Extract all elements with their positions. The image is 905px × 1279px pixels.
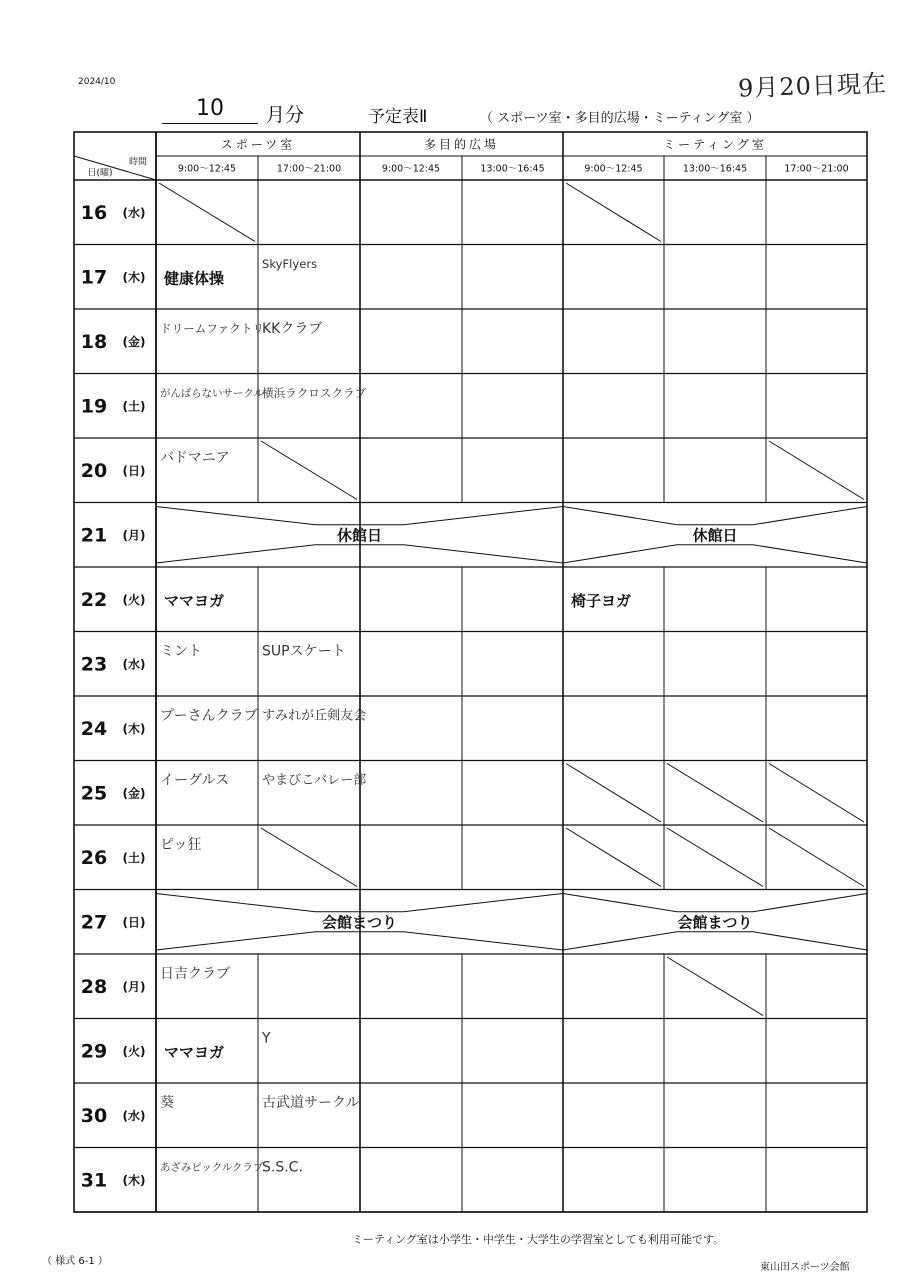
weekday-label: (土) <box>122 399 146 414</box>
unavailable-slash <box>261 441 357 500</box>
time-slot-label: 9:00〜12:45 <box>381 163 441 175</box>
weekday-label: (水) <box>122 1108 146 1123</box>
booking-entry-handwritten: やまびこバレー部 <box>262 773 367 788</box>
day-number: 20 <box>80 459 108 482</box>
booking-entry-handwritten: がんばらないサークル <box>160 387 264 400</box>
weekday-label: (水) <box>122 205 146 220</box>
booking-entry-handwritten: ミント <box>160 643 202 660</box>
booking-entry-handwritten: 横浜ラクロスクラブ <box>262 386 367 400</box>
day-number: 19 <box>80 395 108 418</box>
print-date: 2024/10 <box>78 77 116 87</box>
unavailable-slash <box>769 764 864 823</box>
time-slot-label: 13:00〜16:45 <box>480 163 545 175</box>
weekday-label: (日) <box>122 463 146 478</box>
weekday-label: (火) <box>122 1044 146 1059</box>
corner-day-label: 日(曜) <box>87 168 113 179</box>
booking-entry-handwritten: ドリームファクトリ <box>160 321 264 336</box>
room-header: 多目的広場 <box>423 137 500 152</box>
weekday-label: (日) <box>122 915 146 930</box>
unavailable-slash <box>769 828 864 887</box>
schedule-subtitle: （ スポーツ室・多目的広場・ミーティング室 ） <box>480 111 760 126</box>
day-number: 28 <box>80 975 108 998</box>
booking-entry: ママヨガ <box>164 591 225 610</box>
weekday-label: (金) <box>122 334 146 349</box>
weekday-label: (木) <box>122 721 146 736</box>
weekday-label: (木) <box>122 1173 146 1188</box>
room-header: ミーティング室 <box>663 137 767 152</box>
booking-entry: 健康体操 <box>164 269 225 288</box>
closed-label: 休館日 <box>692 526 738 545</box>
unavailable-slash <box>159 183 255 242</box>
booking-entry-handwritten: SkyFlyers <box>262 257 318 271</box>
booking-entry-handwritten: Y <box>262 1030 271 1047</box>
booking-entry-handwritten: S.S.C. <box>262 1159 303 1176</box>
day-number: 17 <box>80 266 108 289</box>
closed-banner-top <box>563 507 867 525</box>
day-number: 27 <box>80 911 108 934</box>
booking-entry-handwritten: 葵 <box>160 1095 174 1111</box>
booking-entry-handwritten: KKクラブ <box>262 321 323 337</box>
time-slot-label: 17:00〜21:00 <box>784 163 849 175</box>
unavailable-slash <box>667 828 763 887</box>
weekday-label: (土) <box>122 850 146 865</box>
weekday-label: (金) <box>122 786 146 801</box>
room-header: スポーツ室 <box>220 137 296 152</box>
day-number: 30 <box>80 1104 108 1127</box>
unavailable-slash <box>769 441 864 500</box>
closed-banner-top <box>563 894 867 912</box>
unavailable-slash <box>566 183 661 242</box>
booking-entry-handwritten: ピッ狂 <box>160 837 202 853</box>
time-slot-label: 13:00〜16:45 <box>682 163 748 175</box>
day-number: 23 <box>80 653 108 676</box>
booking-entry-handwritten: 日吉クラブ <box>160 966 230 982</box>
day-number: 21 <box>80 524 108 547</box>
organization-name: 東山田スポーツ会館 <box>760 1262 850 1273</box>
booking-entry: ママヨガ <box>164 1043 225 1062</box>
day-number: 18 <box>80 330 108 353</box>
unavailable-slash <box>261 828 357 887</box>
time-slot-label: 9:00〜12:45 <box>584 163 643 175</box>
closed-label: 会館まつり <box>321 913 398 932</box>
booking-entry: 椅子ヨガ <box>571 591 632 610</box>
time-slot-label: 9:00〜12:45 <box>177 163 237 175</box>
day-number: 24 <box>80 717 108 740</box>
booking-entry-handwritten: すみれが丘剣友会 <box>262 708 367 724</box>
booking-entry-handwritten: プーさんクラブ <box>160 708 258 724</box>
schedule-title: 予定表Ⅱ <box>368 107 428 127</box>
booking-entry-handwritten: 古武道サークル <box>262 1095 360 1111</box>
month-unit: 月分 <box>266 104 305 126</box>
unavailable-slash <box>667 764 763 823</box>
weekday-label: (月) <box>122 528 146 543</box>
booking-entry-handwritten: イーグルス <box>160 772 230 789</box>
booking-entry-handwritten: バドマニア <box>160 450 230 466</box>
closed-banner-bottom <box>563 545 867 563</box>
closed-banner-bottom <box>563 932 867 950</box>
weekday-label: (火) <box>122 592 146 607</box>
booking-entry-handwritten: あざみピックルクラブ <box>160 1161 264 1174</box>
day-number: 16 <box>80 201 108 224</box>
day-number: 31 <box>80 1169 108 1192</box>
weekday-label: (水) <box>122 657 146 672</box>
unavailable-slash <box>566 764 661 823</box>
unavailable-slash <box>566 828 661 887</box>
day-number: 29 <box>80 1040 108 1063</box>
weekday-label: (木) <box>122 270 146 285</box>
weekday-label: (月) <box>122 979 146 994</box>
day-number: 22 <box>80 588 108 611</box>
time-slot-label: 17:00〜21:00 <box>276 163 342 175</box>
footer-note: ミーティング室は小学生・中学生・大学生の学習室としても利用可能です。 <box>352 1233 725 1246</box>
closed-label: 会館まつり <box>677 913 753 932</box>
day-number: 25 <box>80 782 108 805</box>
form-number: （ 様式 6-1 ） <box>42 1256 108 1267</box>
day-number: 26 <box>80 846 108 869</box>
booking-entry-handwritten: SUPスケート <box>262 643 346 660</box>
closed-label: 休館日 <box>336 526 383 545</box>
corner-time-label: 時間 <box>128 157 148 168</box>
as-of-date-handwritten: 9月20日現在 <box>737 69 888 103</box>
unavailable-slash <box>667 957 763 1016</box>
month-number: 10 <box>162 96 258 124</box>
